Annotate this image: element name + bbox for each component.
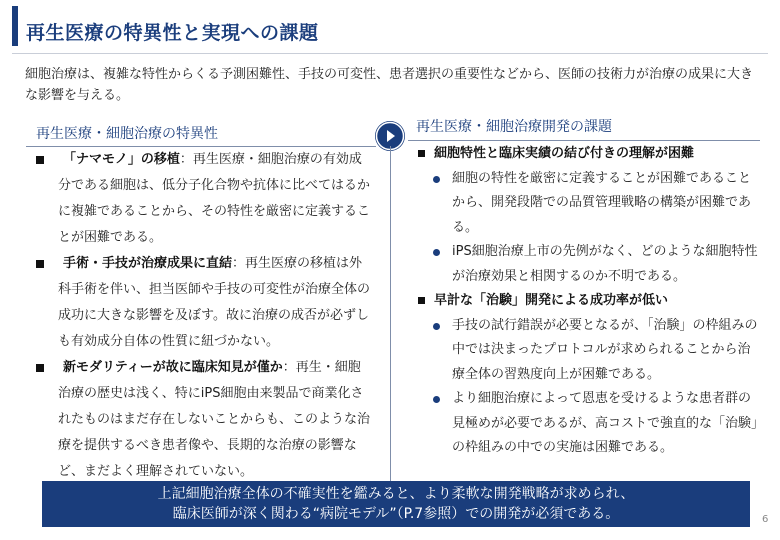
conclusion-box	[42, 481, 750, 527]
dot-bullet-icon	[433, 249, 440, 256]
square-bullet-icon	[418, 150, 425, 157]
list-item	[36, 251, 372, 355]
square-bullet-icon	[418, 297, 425, 304]
page-title: 再生医療の特異性と実現への課題	[26, 22, 319, 44]
list-item	[36, 147, 372, 251]
square-bullet-icon	[36, 156, 44, 164]
bullet-text: 手技の試行錯誤が必要となるが、「治験」の枠組みの中では決まったプロトコルが求められることから治療全体の習熟度向上が困難である。	[452, 317, 758, 382]
list-item	[418, 240, 762, 289]
group-heading-text: 早計な「治験」開発による成功率が低い	[434, 293, 669, 308]
page-number: 6	[762, 514, 769, 525]
right-list	[418, 142, 762, 461]
group-heading-text: 細胞特性と臨床実績の結び付きの理解が困難	[434, 146, 695, 161]
group-heading	[418, 289, 762, 314]
item-description: ：再生医療・細胞治療の有効成分である細胞は、低分子化合物や抗体に比べてはるかに複雑であることから、その特性を厳密に定義することが困難である。	[58, 152, 371, 245]
bullet-text: 細胞の特性を厳密に定義することが困難であることから、開発段階での品質管理戦略の構築が困難である。	[452, 170, 752, 235]
dot-bullet-icon	[433, 176, 440, 183]
list-item	[418, 387, 762, 461]
title-divider	[12, 53, 768, 54]
title-accent-bar	[12, 6, 18, 46]
item-description: ：再生・細胞治療の歴史は浅く、特にiPS細胞由来製品で商業化されたものはまだ存在しないことからも、このような治療を提供するべき患者像や、長期的な治療の影響など、まだよく理解されていない。	[58, 360, 371, 479]
left-list	[36, 147, 372, 485]
dot-bullet-icon	[433, 323, 440, 330]
list-item	[418, 167, 762, 241]
item-heading: 手術・手技が治療成果に直結	[63, 256, 233, 271]
square-bullet-icon	[36, 260, 44, 268]
intro-text: 細胞治療は、複雑な特性からくる予測困難性、手技の可変性、患者選択の重要性などから、医師の技術力が治療の成果に大きな影響を与える。	[25, 67, 754, 103]
left-column-heading: 再生医療・細胞治療の特異性	[36, 126, 218, 142]
conclusion-line-2: 臨床医師が深く関わる“病院モデル”（P.7参照）での開発が必須である。	[172, 506, 620, 522]
item-heading: 「ナマモノ」の移植	[63, 152, 180, 167]
column-divider	[390, 146, 391, 482]
dot-bullet-icon	[433, 396, 440, 403]
list-item	[36, 355, 372, 485]
right-column-heading: 再生医療・細胞治療開発の課題	[416, 119, 612, 135]
square-bullet-icon	[36, 364, 44, 372]
list-item	[418, 314, 762, 388]
group-heading	[418, 142, 762, 167]
item-description: ：再生医療の移植は外科手術を伴い、担当医師や手技の可変性が治療全体の成功に大きな影響を及ぼす。故に治療の成否が必ずしも有効成分自体の性質に紐づかない。	[58, 256, 371, 349]
bullet-text: iPS細胞治療上市の先例がなく、どのような細胞特性が治療効果と相関するのか不明である。	[452, 244, 758, 284]
right-heading-rule	[408, 140, 760, 141]
bullet-text: より細胞治療によって恩恵を受けるような患者群の見極めが必要であるが、高コストで強直的な「治験」の枠組みの中での実施は困難である。	[452, 391, 758, 455]
item-heading: 新モダリティーが故に臨床知見が僅か	[63, 360, 283, 375]
conclusion-line-1: 上記細胞治療全体の不確実性を鑑みると、より柔軟な開発戦略が求められ、	[157, 486, 635, 502]
